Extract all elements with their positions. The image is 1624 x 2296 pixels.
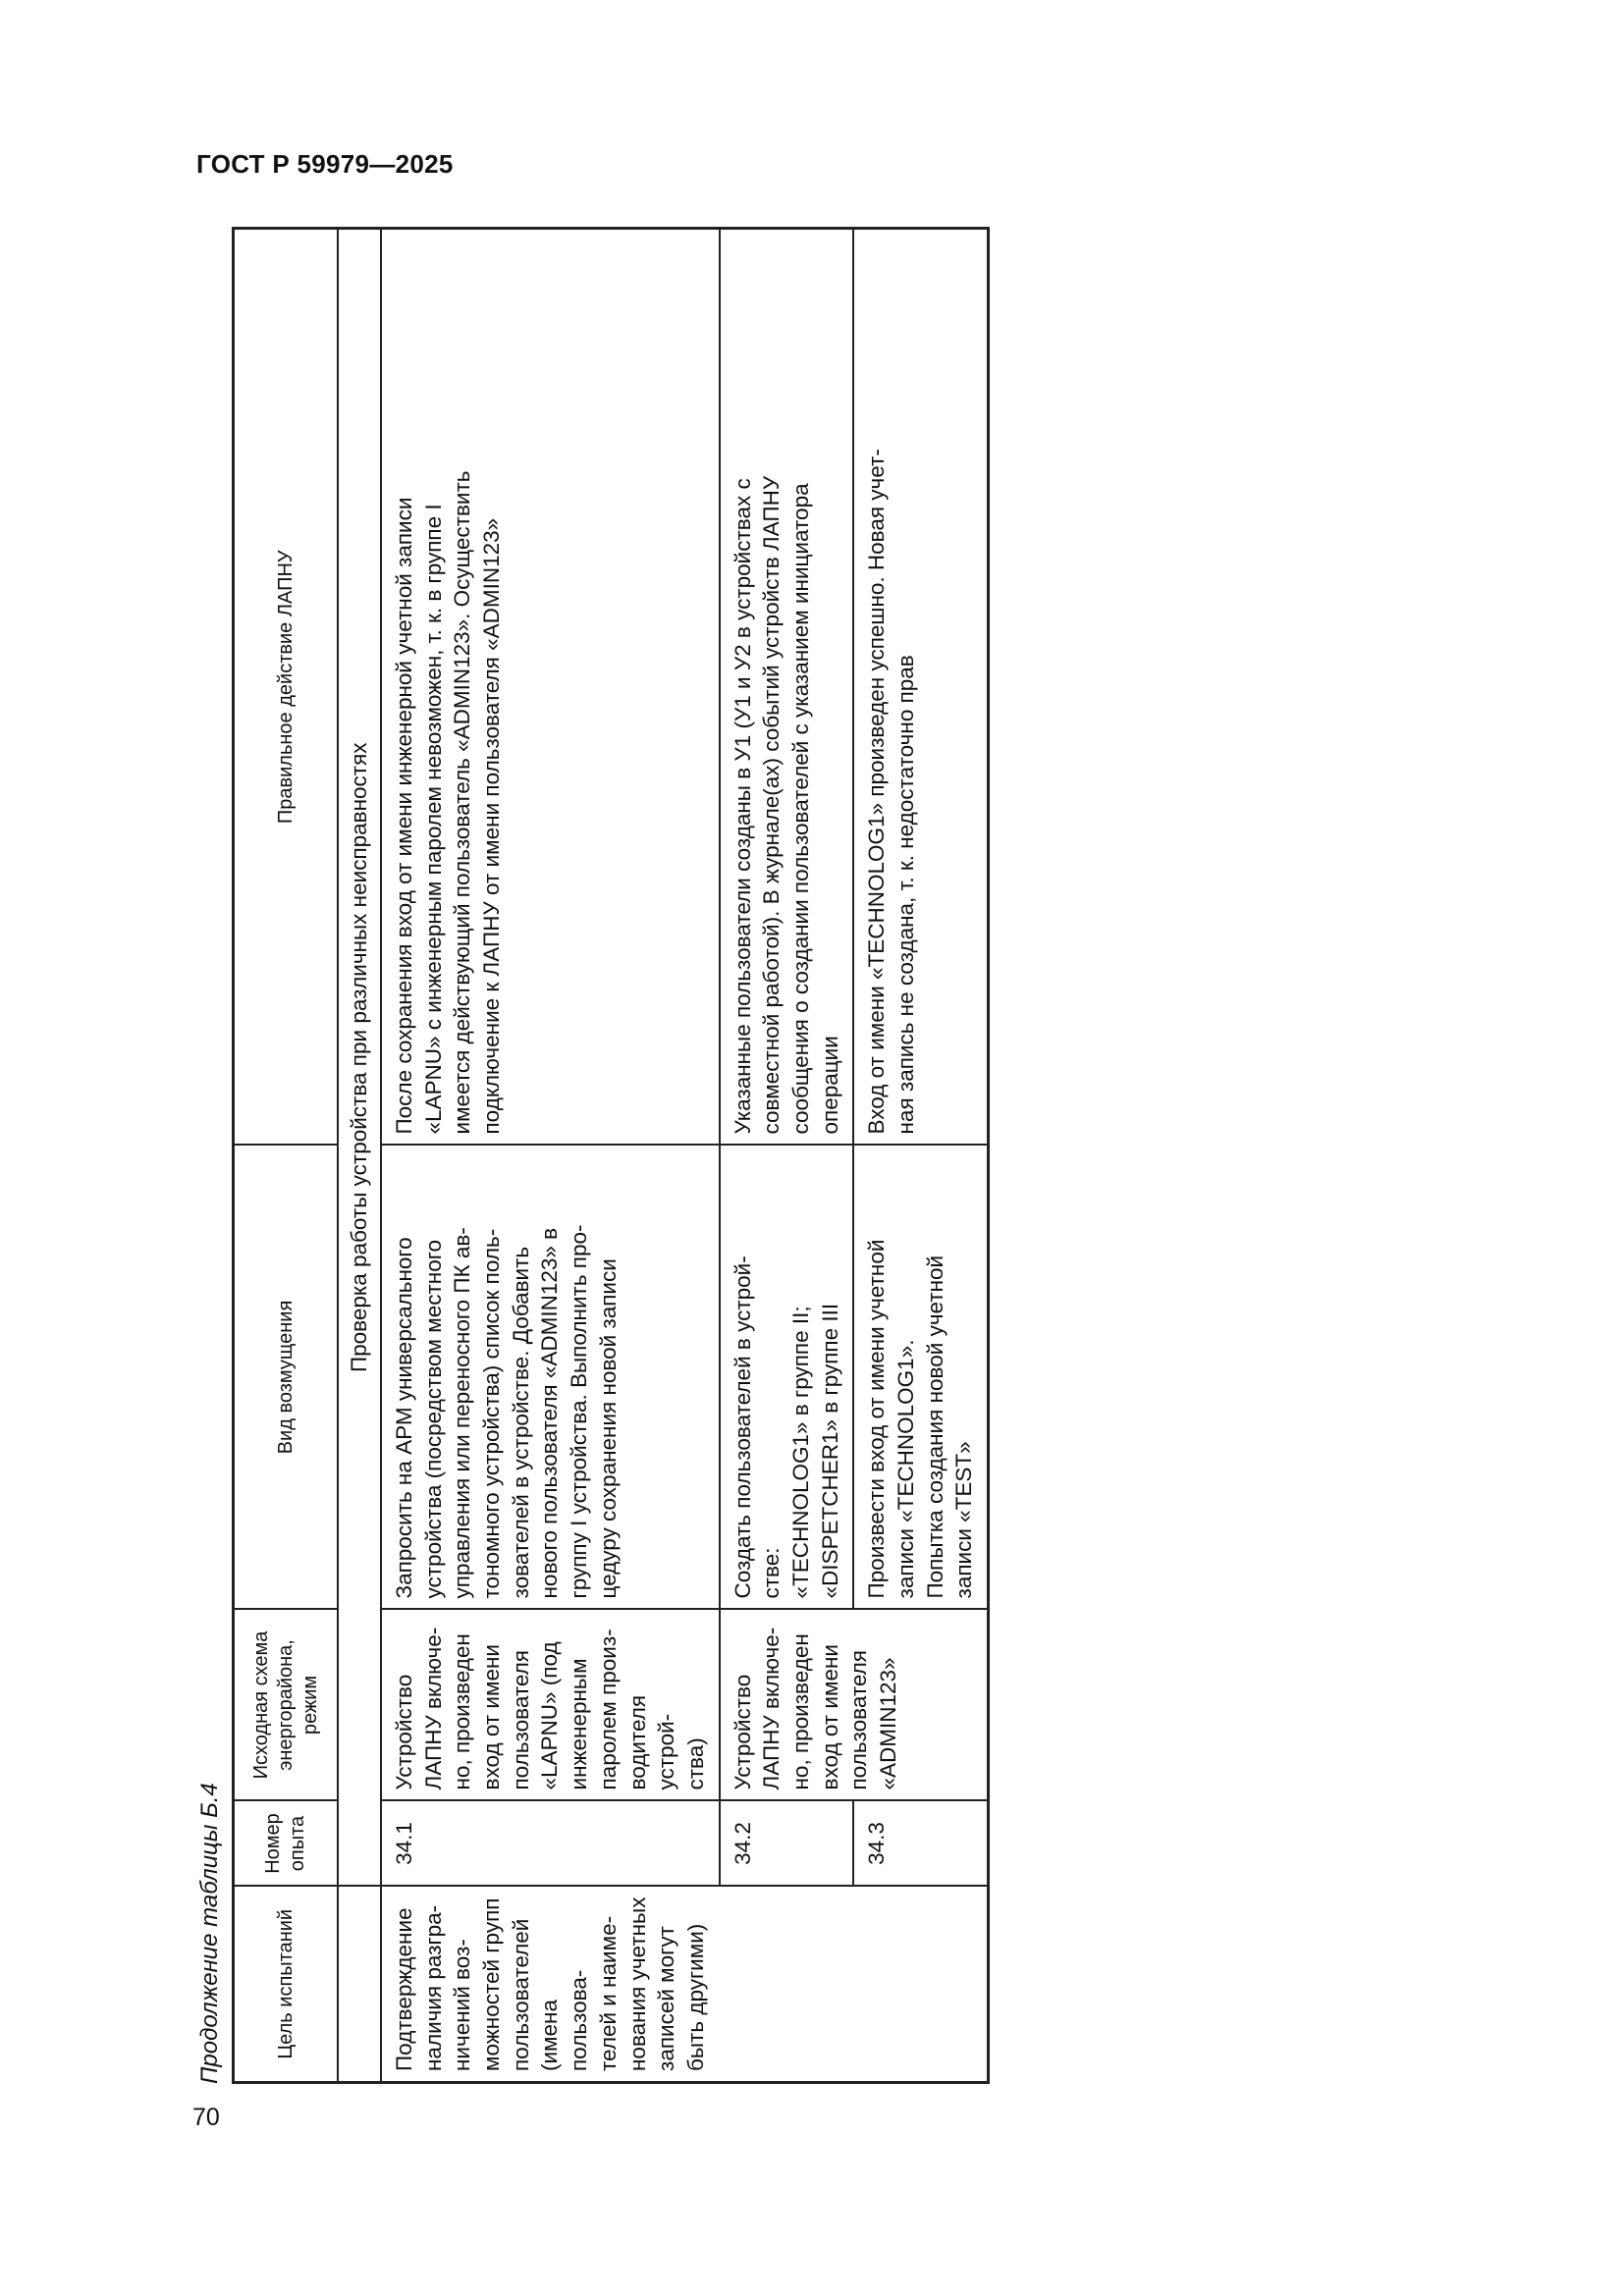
scheme-line: паролем произ- <box>595 1629 621 1790</box>
disturbance-line: Произвести вход от имени учетной <box>864 1239 890 1599</box>
scheme-line: вход от имени <box>479 1644 505 1790</box>
disturbance-line: группу I устройства. Выполнить про- <box>567 1224 592 1599</box>
goal-line: пользователей <box>508 1918 533 2071</box>
section-row <box>338 229 381 2083</box>
rotated-content <box>192 230 1001 2084</box>
table-row <box>381 229 720 2083</box>
col-header-num: Номер опыта <box>234 1801 339 1887</box>
section-spacer <box>338 1887 381 2083</box>
page-number: 70 <box>192 2104 220 2131</box>
disturbance-line: тономного устройства) список поль- <box>479 1228 505 1599</box>
scheme-line: «LAPNU» (под <box>537 1641 563 1790</box>
action-line: «LAPNU» с инженерным паролем невозможен, т. к. в группе I <box>420 504 446 1135</box>
col-header-disturbance: Вид возмущения <box>234 1146 339 1610</box>
goal-line: Подтверждение <box>392 1907 416 2071</box>
rotated-table-area <box>192 230 1001 2084</box>
action-line: ная запись не создана, т. к. недостаточно прав <box>893 655 918 1135</box>
goal-line: нования учетных <box>624 1896 650 2071</box>
action-line: Вход от имени «TECHNOLOG1» произведен успешно. Новая учет- <box>864 449 890 1135</box>
disturbance-line: Запросить на АРМ универсального <box>392 1237 416 1599</box>
scheme-line: «ADMIN123» <box>876 1657 900 1790</box>
disturbance-line: стве: <box>759 1547 785 1599</box>
scheme-line: пользователя <box>846 1650 872 1790</box>
action-line: операции <box>817 1036 842 1135</box>
table-row <box>853 229 988 2083</box>
col-header-scheme: Исходная схема энергорайона, режим <box>234 1610 339 1801</box>
disturbance-cell <box>381 1146 720 1610</box>
scheme-line: Устройство <box>392 1674 416 1790</box>
test-table <box>232 227 990 2084</box>
goal-cell <box>381 1887 989 2083</box>
table-header-row <box>234 229 339 2083</box>
disturbance-line: записи «TECHNOLOG1». <box>893 1339 918 1599</box>
goal-line: записей могут <box>654 1926 679 2071</box>
row-number: 34.3 <box>853 1801 988 1887</box>
table-row <box>720 229 854 2083</box>
disturbance-line: нового пользователя «ADMIN123» в <box>537 1227 563 1599</box>
action-cell <box>381 229 720 1146</box>
disturbance-line: «TECHNOLOG1» в группе II; <box>787 1306 813 1599</box>
goal-line: быть другими) <box>682 1923 708 2071</box>
action-cell <box>853 229 988 1146</box>
action-line: После сохранения вход от имени инженерной учетной записи <box>392 497 416 1135</box>
row-number: 34.2 <box>720 1801 854 1887</box>
scheme-line: ЛАПНУ включе- <box>759 1627 785 1790</box>
action-line: имеется действующий пользователь «ADMIN123». Осуществить <box>450 470 475 1135</box>
row-number: 34.1 <box>381 1801 720 1887</box>
scheme-cell <box>381 1610 720 1801</box>
disturbance-line: Попытка создания новой учетной <box>922 1255 947 1599</box>
goal-line: можностей групп <box>479 1897 505 2071</box>
disturbance-line: цедуру сохранения новой записи <box>595 1258 621 1599</box>
scheme-line: водителя устрой- <box>624 1694 679 1790</box>
goal-line: телей и наиме- <box>595 1915 621 2071</box>
scheme-line: ЛАПНУ включе- <box>420 1627 446 1790</box>
disturbance-line: записи «TEST» <box>951 1441 977 1599</box>
disturbance-line: управления или переносного ПК ав- <box>450 1227 475 1599</box>
goal-line: наличия разгра- <box>420 1904 446 2071</box>
scheme-cell <box>720 1610 989 1801</box>
goal-line: (имена пользова- <box>537 1969 592 2071</box>
scheme-line: Устройство <box>730 1674 755 1790</box>
action-line: подключение к ЛАПНУ от имени пользователя «ADMIN123» <box>479 517 505 1135</box>
section-title: Проверка работы устройства при различных неисправностях <box>338 229 381 1887</box>
disturbance-line: устройства (посредством местного <box>420 1240 446 1599</box>
action-line: совместной работой). В журнале(ах) событий устройств ЛАПНУ <box>759 475 785 1135</box>
disturbance-line: «DISPETCHER1» в группе III <box>817 1303 842 1599</box>
col-header-goal: Цель испытаний <box>234 1887 339 2083</box>
standard-header: ГОСТ Р 59979—2025 <box>196 149 454 179</box>
scheme-line: пользователя <box>508 1650 533 1790</box>
table-caption: Продолжение таблицы Б.4 <box>196 1783 223 2084</box>
scheme-line: вход от имени <box>817 1644 842 1790</box>
scheme-line: ства) <box>682 1737 708 1790</box>
disturbance-cell <box>720 1146 854 1610</box>
disturbance-line: зователей в устройстве. Добавить <box>508 1246 533 1599</box>
scheme-line: но, произведен <box>787 1633 813 1790</box>
scheme-line: но, произведен <box>450 1633 475 1790</box>
col-header-action: Правильное действие ЛАПНУ <box>234 229 339 1146</box>
disturbance-line: Создать пользователей в устрой- <box>730 1255 755 1599</box>
action-line: сообщения о создании пользователей с указанием инициатора <box>787 483 813 1135</box>
action-cell <box>720 229 854 1146</box>
scheme-line: инженерным <box>567 1658 592 1790</box>
action-line: Указанные пользователи созданы в У1 (У1 и У2 в устройствах с <box>730 478 755 1135</box>
disturbance-cell <box>853 1146 988 1610</box>
goal-line: ничений воз- <box>450 1939 475 2071</box>
